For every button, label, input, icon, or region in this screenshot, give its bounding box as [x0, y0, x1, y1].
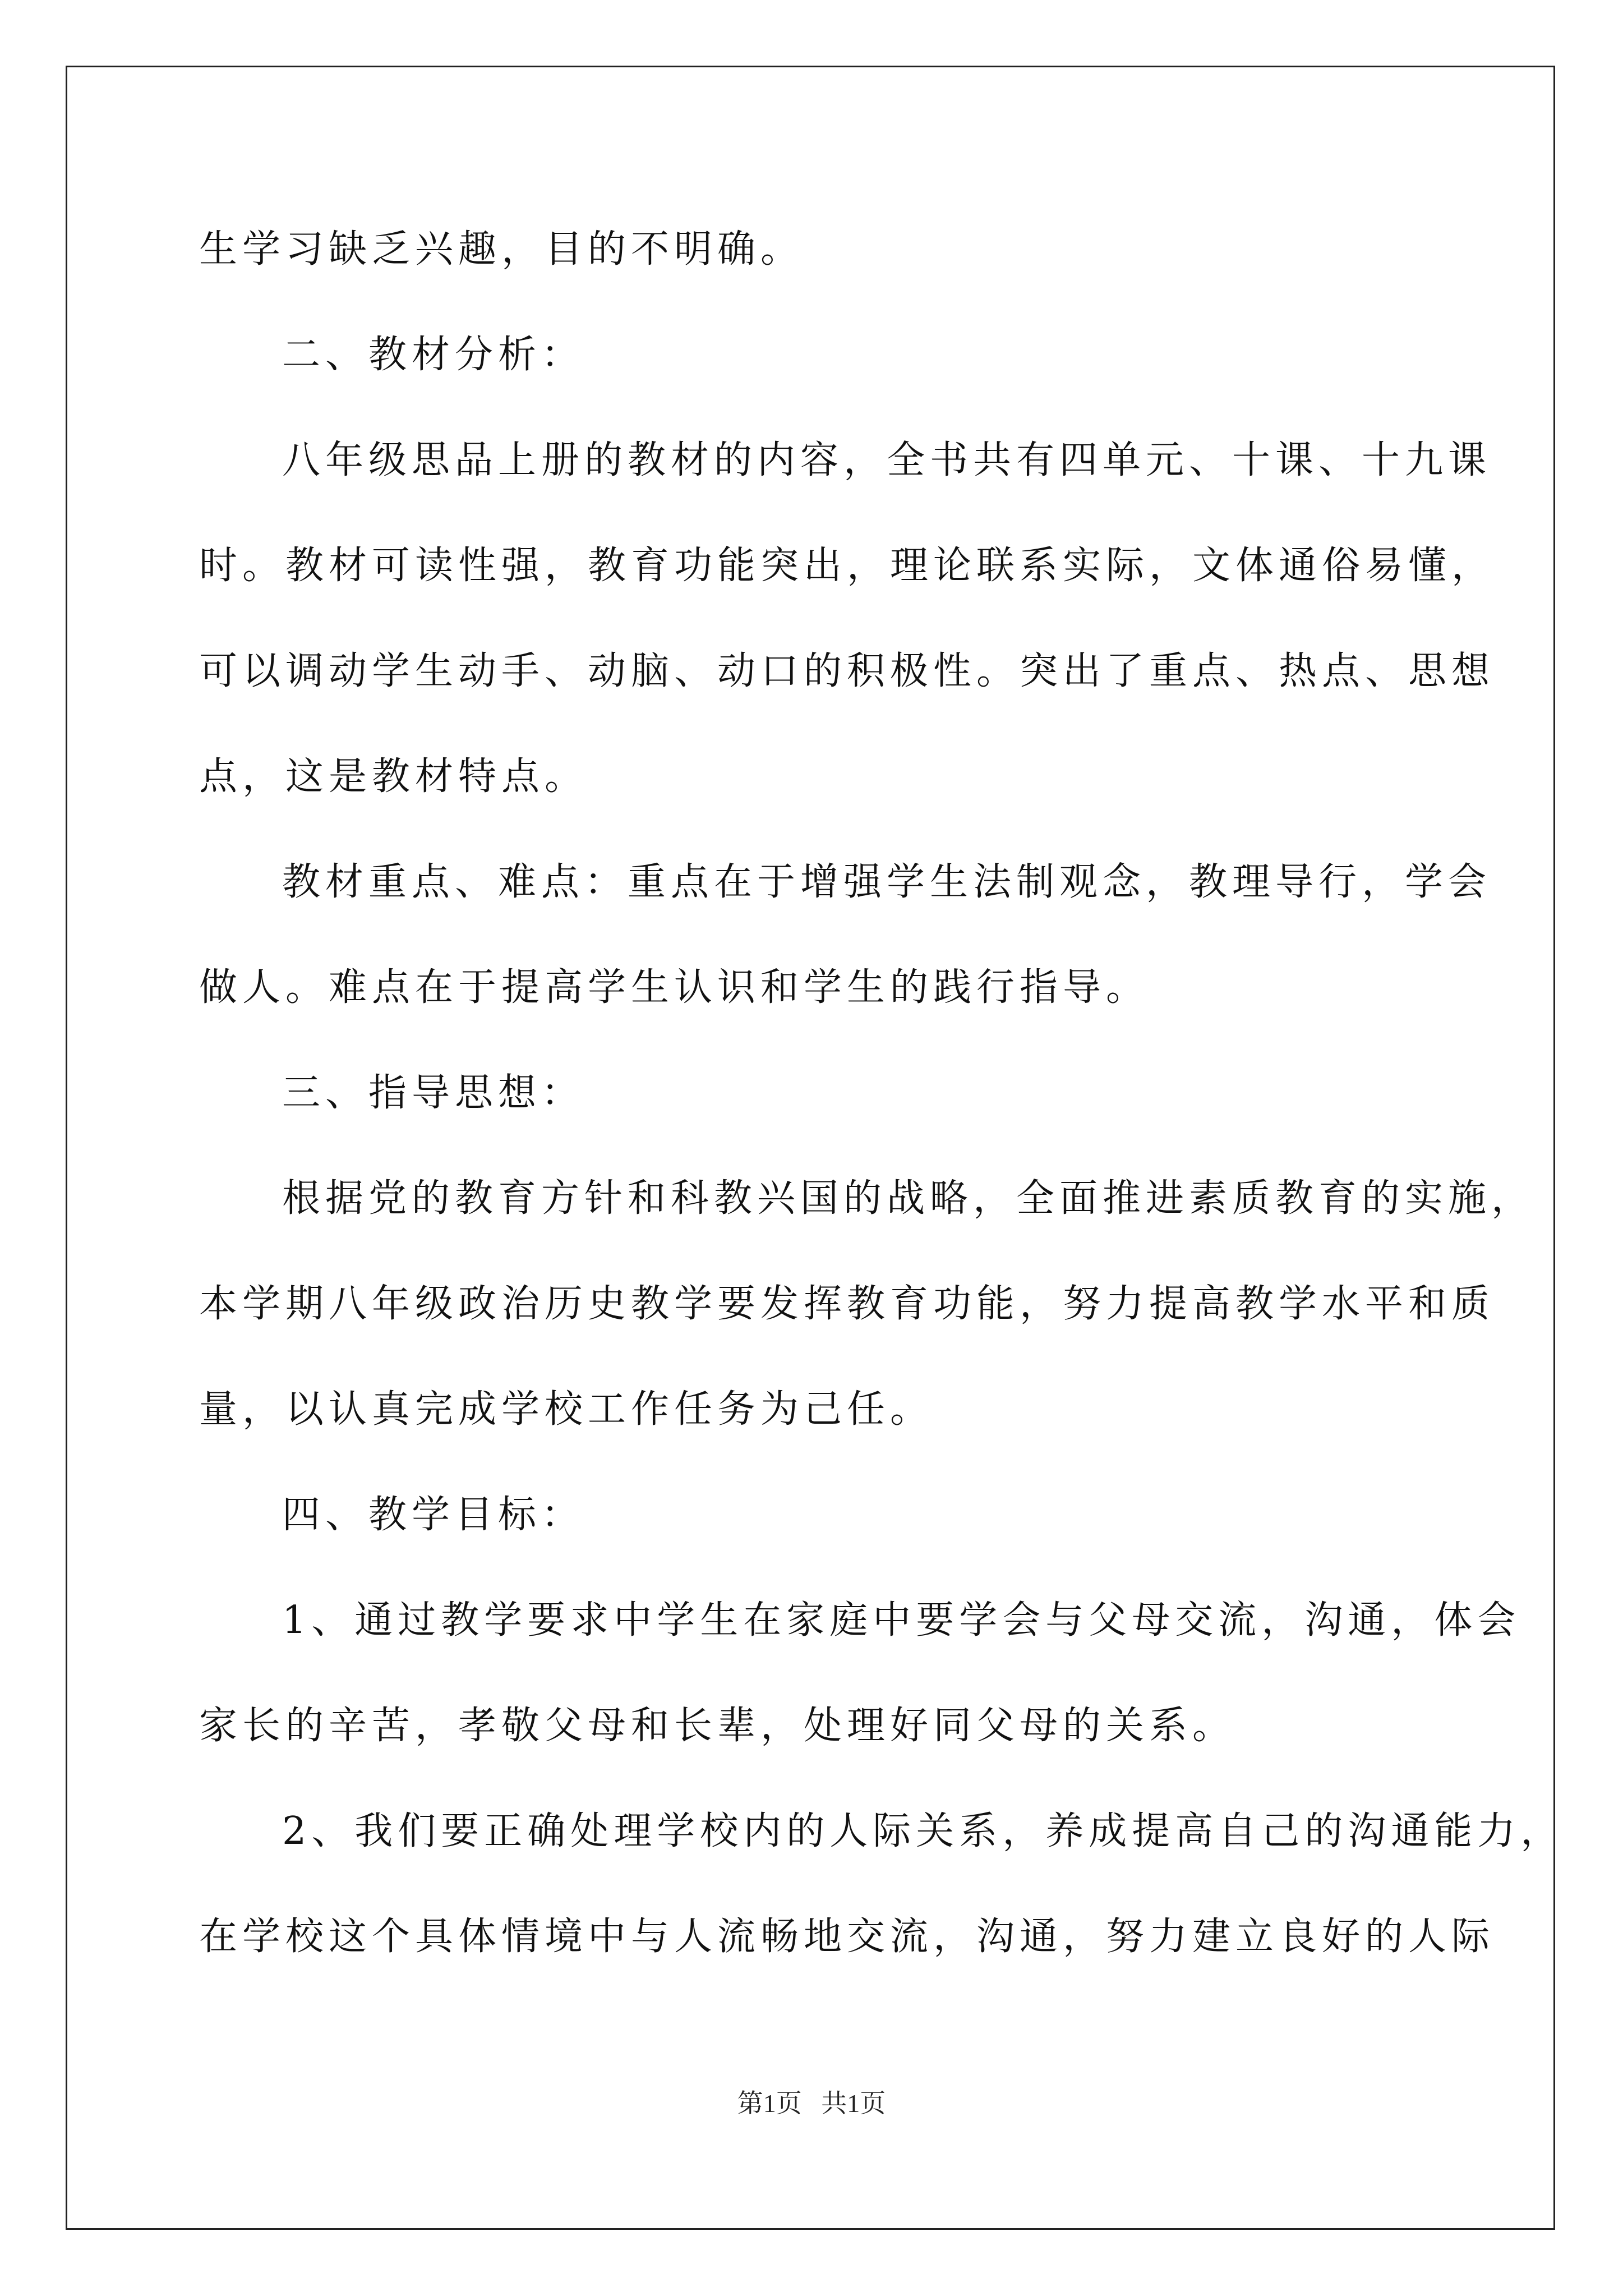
text-line: 根据党的教育方针和科教兴国的战略，全面推进素质教育的实施， — [282, 1176, 1535, 1221]
text-line: 在学校这个具体情境中与人流畅地交流，沟通，努力建立良好的人际 — [199, 1915, 1495, 1959]
text-line: 1、通过教学要求中学生在家庭中要学会与父母交流，沟通，体会 — [282, 1598, 1521, 1642]
text-line: 教材重点、难点：重点在于增强学生法制观念，教理导行，学会 — [282, 860, 1492, 904]
text-line: 本学期八年级政治历史教学要发挥教育功能，努力提高教学水平和质 — [199, 1282, 1495, 1326]
text-line: 点，这是教材特点。 — [199, 754, 588, 799]
text-line: 做人。难点在于提高学生认识和学生的践行指导。 — [199, 965, 1150, 1010]
section-heading: 二、教材分析： — [282, 333, 585, 377]
text-line: 八年级思品上册的教材的内容，全书共有四单元、十课、十九课 — [282, 438, 1492, 482]
section-heading: 四、教学目标： — [282, 1493, 585, 1537]
text-line: 2、我们要正确处理学校内的人际关系，养成提高自己的沟通能力， — [282, 1809, 1564, 1853]
text-line: 时。教材可读性强，教育功能突出，理论联系实际，文体通俗易懂， — [199, 544, 1495, 588]
text-line: 量，以认真完成学校工作任务为己任。 — [199, 1387, 934, 1432]
text-line: 可以调动学生动手、动脑、动口的积极性。突出了重点、热点、思想 — [199, 649, 1495, 693]
page-border — [66, 66, 1555, 2230]
text-line: 家长的辛苦，孝敬父母和长辈，处理好同父母的关系。 — [199, 1704, 1236, 1748]
section-heading: 三、指导思想： — [282, 1071, 585, 1115]
text-line: 生学习缺乏兴趣，目的不明确。 — [199, 227, 804, 272]
page-number: 第1页 共1页 — [737, 2089, 886, 2118]
